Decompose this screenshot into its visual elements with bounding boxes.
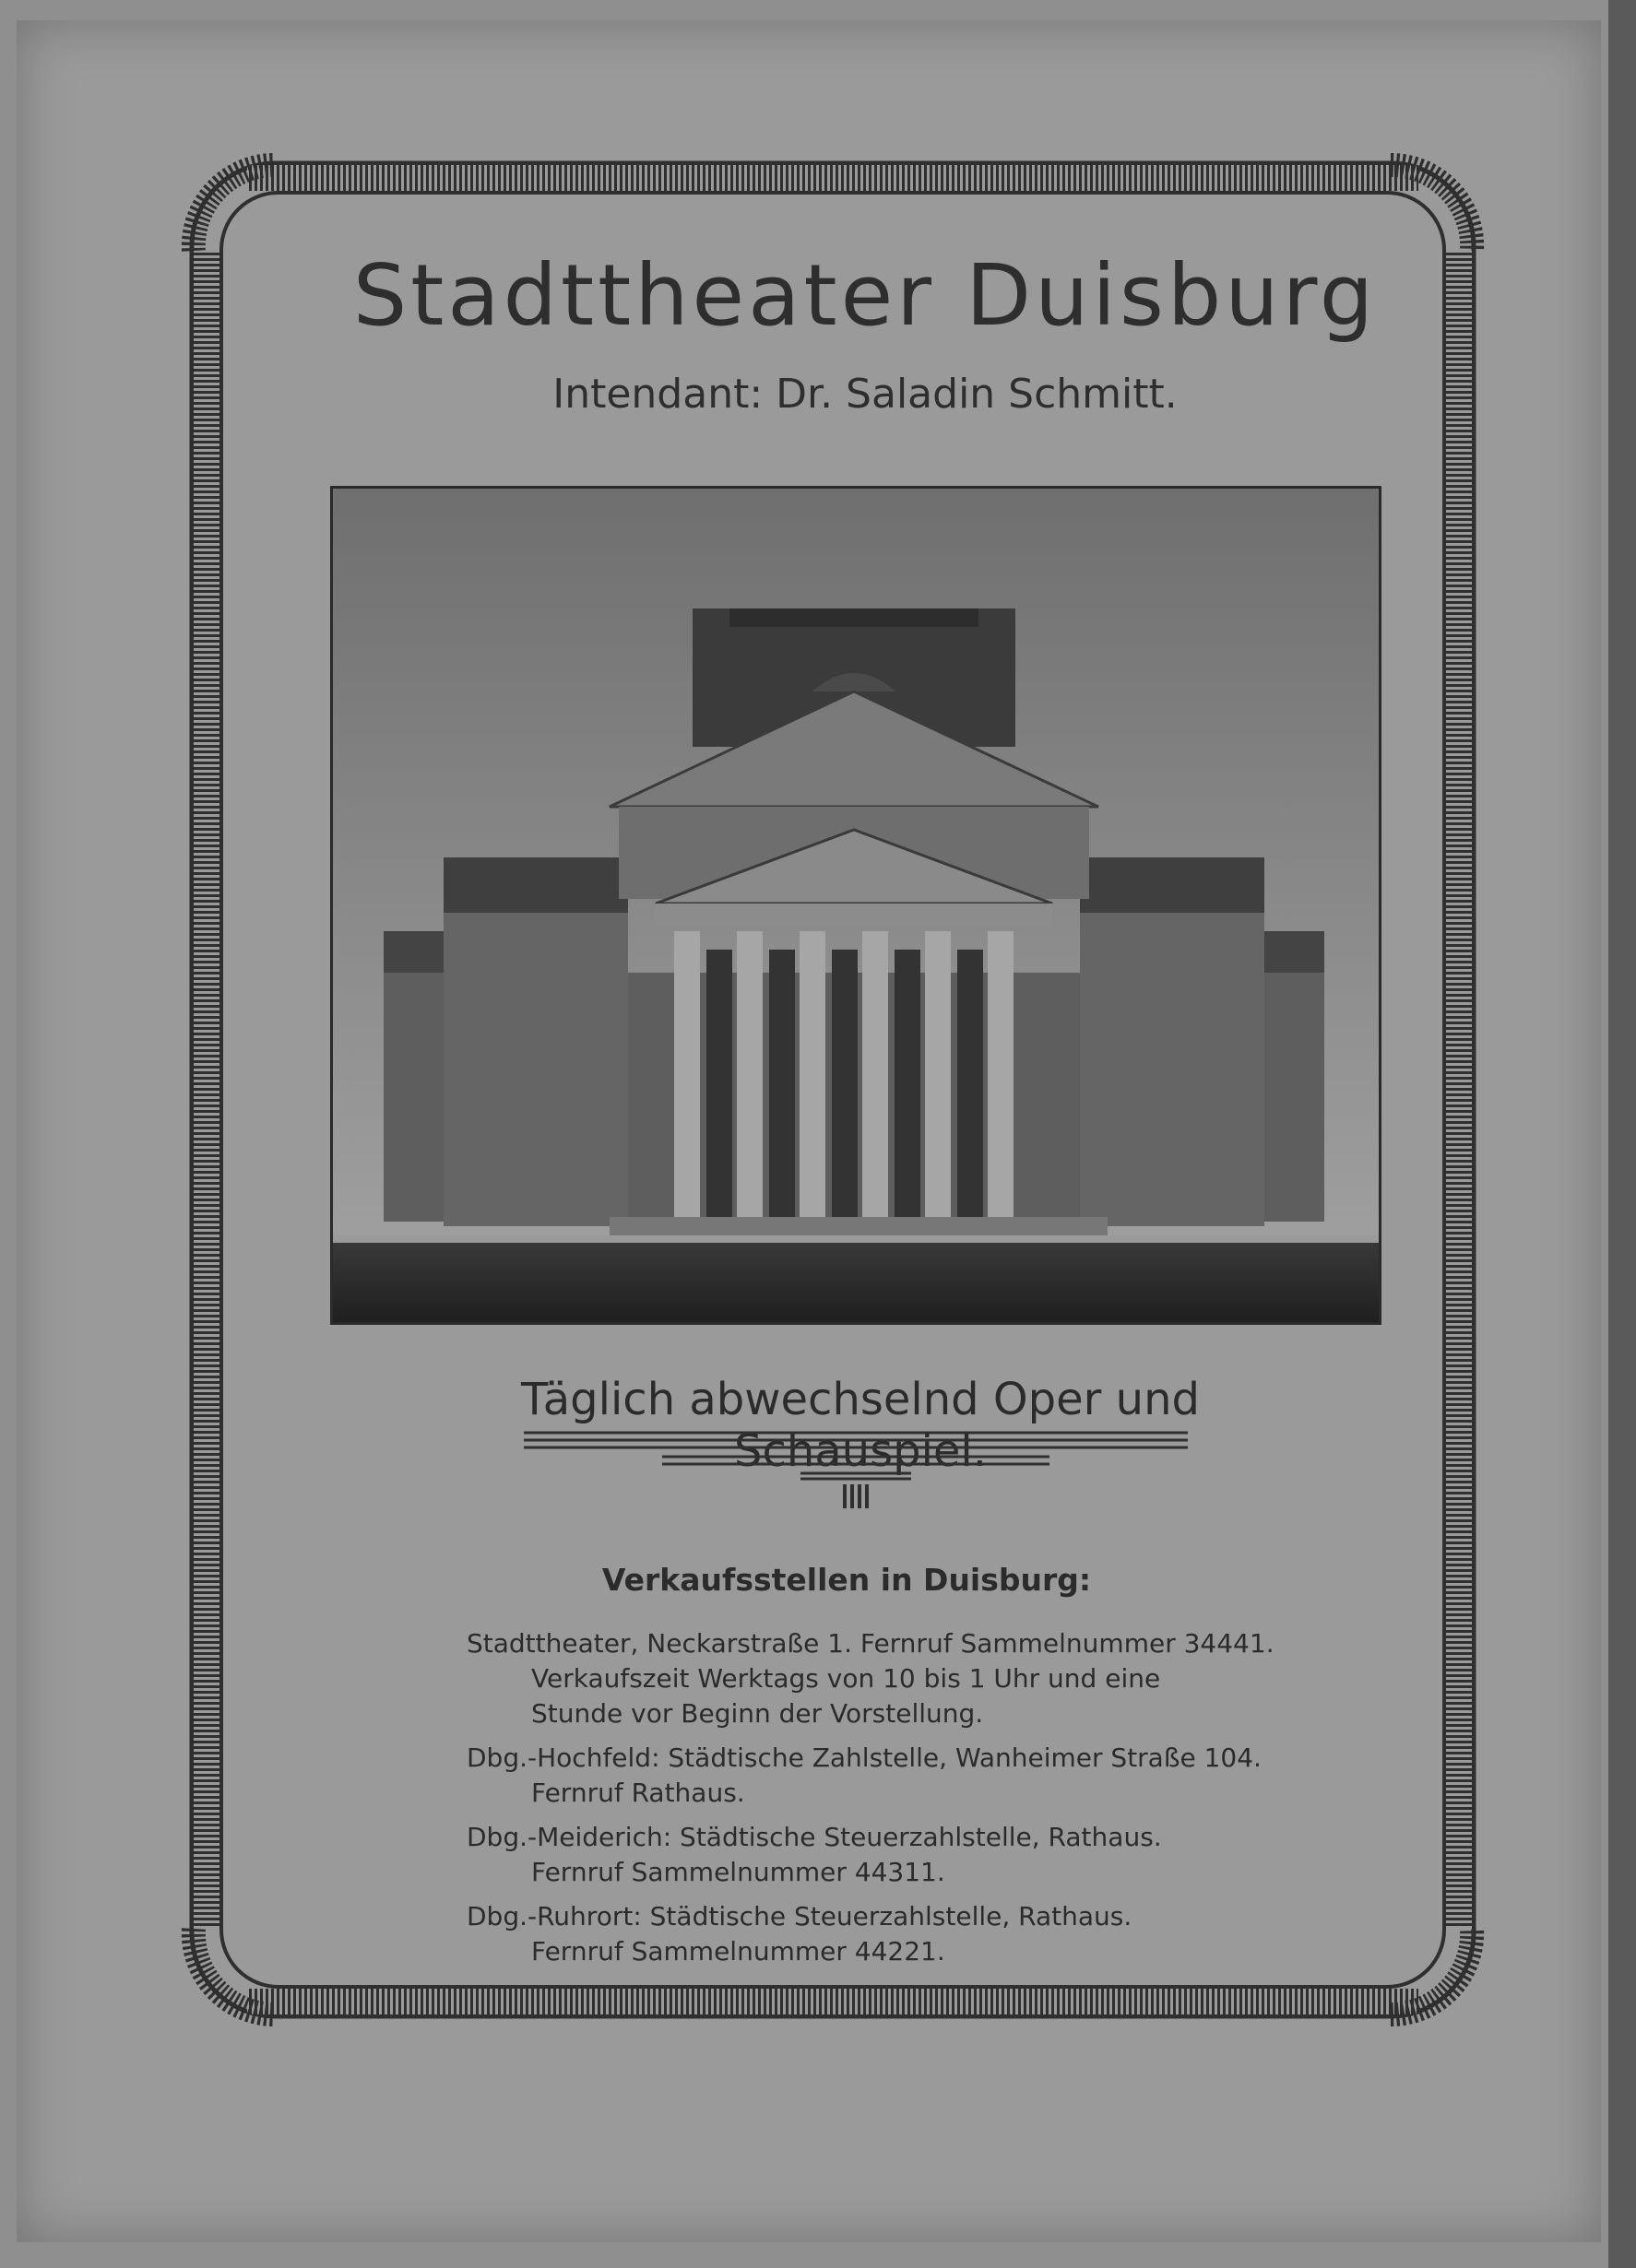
list-item	[467, 1741, 1278, 1811]
outlet-line: Fernruf Sammelnummer 44311.	[531, 1857, 945, 1887]
list-item	[467, 1820, 1278, 1890]
theater-building-illustration	[333, 489, 1379, 1322]
paper-sheet	[17, 20, 1601, 2242]
sales-outlets-list	[467, 1626, 1278, 1979]
intendant-line: Intendant: Dr. Saladin Schmitt.	[552, 371, 1178, 418]
list-item	[467, 1899, 1278, 1969]
page-title: Stadttheater Duisburg	[352, 246, 1378, 345]
outlet-line: Dbg.-Ruhrort: Städtische Steuerzahlstelle, Rathaus.	[467, 1901, 1132, 1931]
theater-photo	[330, 486, 1381, 1325]
sales-heading: Verkaufsstellen in Duisburg:	[601, 1562, 1092, 1598]
page-edge	[1608, 0, 1636, 2268]
outlet-line: Stunde vor Beginn der Vorstellung.	[531, 1698, 984, 1729]
outlet-line: Fernruf Sammelnummer 44221.	[531, 1936, 945, 1967]
tagline: Täglich abwechselnd Oper und Schauspiel.	[521, 1374, 1200, 1477]
outlet-line: Stadttheater, Neckarstraße 1. Fernruf Sammelnummer 34441.	[467, 1628, 1274, 1659]
outlet-line: Fernruf Rathaus.	[531, 1778, 745, 1808]
ornamental-divider	[524, 1429, 1188, 1512]
list-item	[467, 1626, 1278, 1731]
outlet-line: Dbg.-Hochfeld: Städtische Zahlstelle, Wanheimer Straße 104.	[467, 1742, 1262, 1773]
outlet-line: Dbg.-Meiderich: Städtische Steuerzahlstelle, Rathaus.	[467, 1822, 1162, 1852]
outlet-line: Verkaufszeit Werktags von 10 bis 1 Uhr und eine	[531, 1663, 1161, 1694]
